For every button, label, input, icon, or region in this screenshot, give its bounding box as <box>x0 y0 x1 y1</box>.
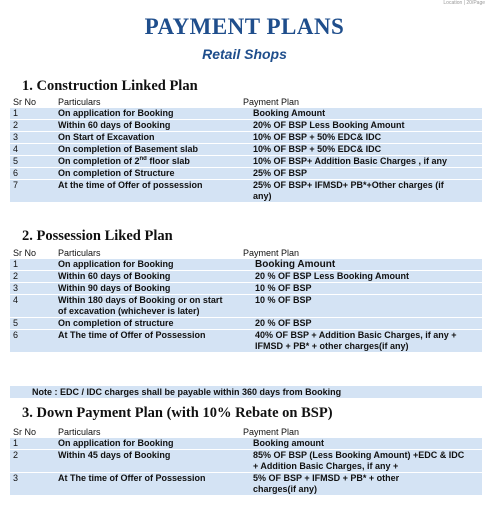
table-row <box>10 156 482 168</box>
row-particulars <box>55 156 240 168</box>
row-sr: 4 <box>10 144 55 156</box>
table-row <box>10 283 482 295</box>
row-plan: 25% OF BSP <box>240 168 482 180</box>
row-particulars: On completion of Basement slab <box>55 144 240 156</box>
row-plan: 20% OF BSP Less Booking Amount <box>240 120 482 132</box>
row-plan: 20 % OF BSP Less Booking Amount <box>240 271 482 283</box>
row-particulars: Within 60 days of Booking <box>55 120 240 132</box>
section-2-title: 2. Possession Liked Plan <box>22 228 173 244</box>
construction-linked-plan-table <box>10 97 482 203</box>
row-particulars: On application for Booking <box>55 438 240 450</box>
row-plan: Booking Amount <box>240 259 482 271</box>
row-plan: 10% OF BSP + 50% EDC& IDC <box>240 144 482 156</box>
edc-idc-note: Note : EDC / IDC charges shall be payable within 360 days from Booking <box>10 386 482 398</box>
row-particulars: On completion of Structure <box>55 168 240 180</box>
header-particulars: Particulars <box>55 248 240 259</box>
row-sr: 3 <box>10 473 55 496</box>
header-sr: Sr No <box>10 97 55 108</box>
table-row <box>10 473 482 496</box>
row-sr: 1 <box>10 108 55 120</box>
header-sr: Sr No <box>10 427 55 438</box>
row-sr: 5 <box>10 318 55 330</box>
row-plan: 40% OF BSP + Addition Basic Charges, if any + IFMSD + PB* + other charges(if any) <box>240 330 482 353</box>
row-sr: 5 <box>10 156 55 168</box>
row-plan: Booking Amount <box>240 108 482 120</box>
table-row <box>10 438 482 450</box>
header-sr: Sr No <box>10 248 55 259</box>
row-sr: 2 <box>10 120 55 132</box>
row-plan: 85% OF BSP (Less Booking Amount) +EDC & IDC + Addition Basic Charges, if any + <box>240 450 482 473</box>
row-sr: 2 <box>10 271 55 283</box>
row-particulars: At The time of Offer of Possession <box>55 330 240 353</box>
section-1-title: 1. Construction Linked Plan <box>22 78 198 94</box>
header-plan: Payment Plan <box>240 97 482 108</box>
row-particulars-text: On completion of 2 <box>58 156 140 166</box>
header-particulars: Particulars <box>55 427 240 438</box>
ordinal-superscript: nd <box>139 156 147 162</box>
row-particulars: At the time of Offer of possession <box>55 180 240 203</box>
table-row <box>10 144 482 156</box>
row-sr: 6 <box>10 330 55 353</box>
row-sr: 3 <box>10 132 55 144</box>
down-payment-plan-table <box>10 427 482 496</box>
row-sr: 4 <box>10 295 55 318</box>
header-plan: Payment Plan <box>240 427 482 438</box>
table-row <box>10 132 482 144</box>
table-row <box>10 168 482 180</box>
possession-linked-plan-table <box>10 248 482 353</box>
table-row <box>10 330 482 353</box>
row-sr: 2 <box>10 450 55 473</box>
row-sr: 1 <box>10 259 55 271</box>
table-row <box>10 180 482 203</box>
row-particulars: Within 60 days of Booking <box>55 271 240 283</box>
row-sr: 1 <box>10 438 55 450</box>
row-sr: 3 <box>10 283 55 295</box>
row-plan: 10% OF BSP+ Addition Basic Charges , if any <box>240 156 482 168</box>
row-plan: 5% OF BSP + IFMSD + PB* + other charges(if any) <box>240 473 482 496</box>
header-particulars: Particulars <box>55 97 240 108</box>
table-row <box>10 450 482 473</box>
page-subtitle: Retail Shops <box>202 46 287 62</box>
row-particulars-text: floor slab <box>146 156 190 166</box>
row-sr: 7 <box>10 180 55 203</box>
table-row <box>10 271 482 283</box>
row-particulars: At The time of Offer of Possession <box>55 473 240 496</box>
row-particulars: On application for Booking <box>55 259 240 271</box>
row-particulars: Within 180 days of Booking or on start of excavation (whichever is later) <box>55 295 240 318</box>
row-plan: 10% OF BSP + 50% EDC& IDC <box>240 132 482 144</box>
table-header-row <box>10 427 482 438</box>
row-plan: 20 % OF BSP <box>240 318 482 330</box>
row-particulars: On application for Booking <box>55 108 240 120</box>
table-row <box>10 108 482 120</box>
table-header-row <box>10 248 482 259</box>
row-plan: 10 % OF BSP <box>240 283 482 295</box>
page-title: PAYMENT PLANS <box>144 14 345 39</box>
row-plan: Booking amount <box>240 438 482 450</box>
row-particulars: Within 90 days of Booking <box>55 283 240 295</box>
table-header-row <box>10 97 482 108</box>
row-sr: 6 <box>10 168 55 180</box>
row-particulars: Within 45 days of Booking <box>55 450 240 473</box>
table-row <box>10 259 482 271</box>
row-plan: 25% OF BSP+ IFMSD+ PB*+Other charges (if any) <box>240 180 482 203</box>
table-row <box>10 318 482 330</box>
table-row <box>10 295 482 318</box>
corner-mark: Location | 20/Page <box>443 0 485 6</box>
section-3-title: 3. Down Payment Plan (with 10% Rebate on BSP) <box>22 405 333 421</box>
table-row <box>10 120 482 132</box>
row-plan: 10 % OF BSP <box>240 295 482 318</box>
row-particulars: On completion of structure <box>55 318 240 330</box>
row-particulars: On Start of Excavation <box>55 132 240 144</box>
header-plan: Payment Plan <box>240 248 482 259</box>
